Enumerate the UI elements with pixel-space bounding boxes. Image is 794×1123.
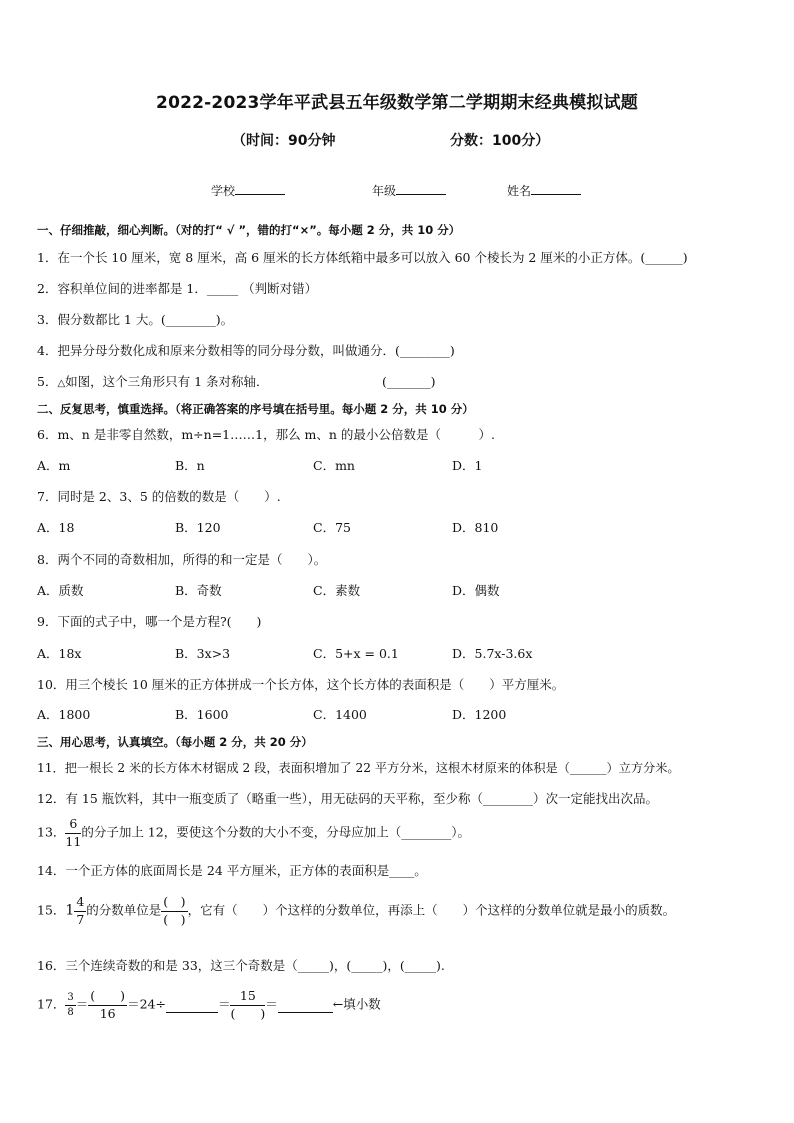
question-10: 10．用三个棱长 10 厘米的正方体拼成一个长方体，这个长方体的表面积是（ ）平方厘米。 — [37, 677, 565, 692]
exam-score: 分数：100分） — [450, 133, 550, 149]
question-13: 13． $\frac{6}{11}$ 的分子加上 12，要使这个分数的大小不变，分母应加上（________）。 — [37, 816, 470, 849]
q17-blank-1[interactable] — [166, 997, 218, 1013]
fraction-6-11: $\frac{6}{11}$ — [65, 816, 82, 849]
q9-option-b[interactable]: B．3x>3 — [175, 646, 231, 661]
q7-option-c[interactable]: C．75 — [313, 520, 351, 535]
q10-option-c[interactable]: C．1400 — [313, 707, 367, 722]
q6-option-a[interactable]: A．m — [37, 458, 71, 473]
question-1: 1．在一个长 10 厘米，宽 8 厘米，高 6 厘米的长方体纸箱中最多可以放入 60 个棱长为 2 厘米的小正方体。(______) — [37, 250, 688, 265]
q17-blank-2[interactable] — [278, 997, 333, 1013]
q8-option-d[interactable]: D．偶数 — [452, 583, 500, 598]
question-12: 12．有 15 瓶饮料，其中一瓶变质了（略重一些），用无砝码的天平称，至少称（________）次一定能找出次品。 — [37, 791, 659, 806]
q7-option-b[interactable]: B．120 — [175, 520, 221, 535]
q6-option-b[interactable]: B．n — [175, 458, 205, 473]
question-6: 6．m、n 是非零自然数，m÷n=1……1，那么 m、n 的最小公倍数是（ ）. — [37, 427, 495, 442]
question-5: 5．△如图，这个三角形只有 1 条对称轴． — [37, 374, 269, 389]
q10-option-d[interactable]: D．1200 — [452, 707, 507, 722]
name-field[interactable]: 姓名 — [507, 182, 531, 199]
q10-option-a[interactable]: A．1800 — [37, 707, 91, 722]
q8-option-b[interactable]: B．奇数 — [175, 583, 222, 598]
page-title: 2022-2023学年平武县五年级数学第二学期期末经典模拟试题 — [156, 93, 638, 113]
q9-option-c[interactable]: C．5+x = 0.1 — [313, 646, 399, 661]
q8-option-a[interactable]: A．质数 — [37, 583, 84, 598]
q6-option-d[interactable]: D．1 — [452, 458, 483, 473]
q6-option-c[interactable]: C．mn — [313, 458, 355, 473]
fraction-blank-16[interactable]: $\frac{( )}{16}$ — [90, 988, 126, 1021]
question-8: 8．两个不同的奇数相加，所得的和一定是（ ）。 — [37, 552, 327, 567]
grade-field[interactable]: 年级 — [372, 182, 396, 199]
question-7: 7．同时是 2、3、5 的倍数的数是（ ）. — [37, 489, 281, 504]
question-4: 4．把异分母分数化成和原来分数相等的同分母分数，叫做通分．(________) — [37, 343, 455, 358]
q8-option-c[interactable]: C．素数 — [313, 583, 361, 598]
question-15: 15．1 $\frac{4}{7}$ 的分数单位是 $\frac{( )}{( )}$ ，它有（ ）个这样的分数单位，再添上（ ）个这样的分数单位就是最小的质数。 — [37, 894, 676, 927]
triangle-icon: △ — [57, 378, 66, 389]
question-3: 3．假分数都比 1 大。(________)。 — [37, 312, 234, 327]
q7-option-d[interactable]: D．810 — [452, 520, 499, 535]
school-field[interactable]: 学校 — [211, 182, 235, 199]
question-11: 11．把一根长 2 米的长方体木材锯成 2 段，表面积增加了 22 平方分米，这根木材原来的体积是（______）立方分米。 — [37, 761, 680, 775]
fraction-unit-blank[interactable]: $\frac{( )}{( )}$ — [163, 894, 186, 927]
q10-option-b[interactable]: B．1600 — [175, 707, 229, 722]
mixed-fraction: $\frac{4}{7}$ — [76, 894, 85, 927]
exam-time: （时间：90分钟 — [232, 133, 336, 149]
section-1-heading: 一、仔细推敲，细心判断。（对的打“ √ ”，错的打“×”。每小题 2 分，共 10 分） — [37, 223, 461, 237]
q9-option-d[interactable]: D．5.7x-3.6x — [452, 646, 533, 661]
question-16: 16．三个连续奇数的和是 33，这三个奇数是（_____)，(_____)，(_____). — [37, 958, 445, 973]
q7-option-a[interactable]: A．18 — [37, 520, 75, 535]
fraction-15-blank[interactable]: $\frac{15}{( )}$ — [230, 988, 266, 1021]
question-14: 14．一个正方体的底面周长是 24 平方厘米，正方体的表面积是____。 — [37, 863, 427, 878]
q9-option-a[interactable]: A．18x — [37, 646, 82, 661]
question-5-blank: (_______) — [382, 374, 436, 389]
question-9: 9．下面的式子中，哪一个是方程?( ) — [37, 614, 262, 629]
section-2-heading: 二、反复思考，慎重选择。（将正确答案的序号填在括号里。每小题 2 分，共 10 分） — [37, 402, 474, 416]
question-17: 17． $\frac{3}{8}$ ＝ $\frac{( )}{16}$ ＝24÷ ＝ $\frac{15}{( )}$ ＝ ←填小数 — [37, 988, 381, 1021]
section-3-heading: 三、用心思考，认真填空。（每小题 2 分，共 20 分） — [37, 735, 313, 749]
fraction-3-8: $\frac{3}{8}$ — [67, 991, 74, 1018]
question-2: 2．容积单位间的进率都是 1．_____ （判断对错） — [37, 281, 318, 296]
